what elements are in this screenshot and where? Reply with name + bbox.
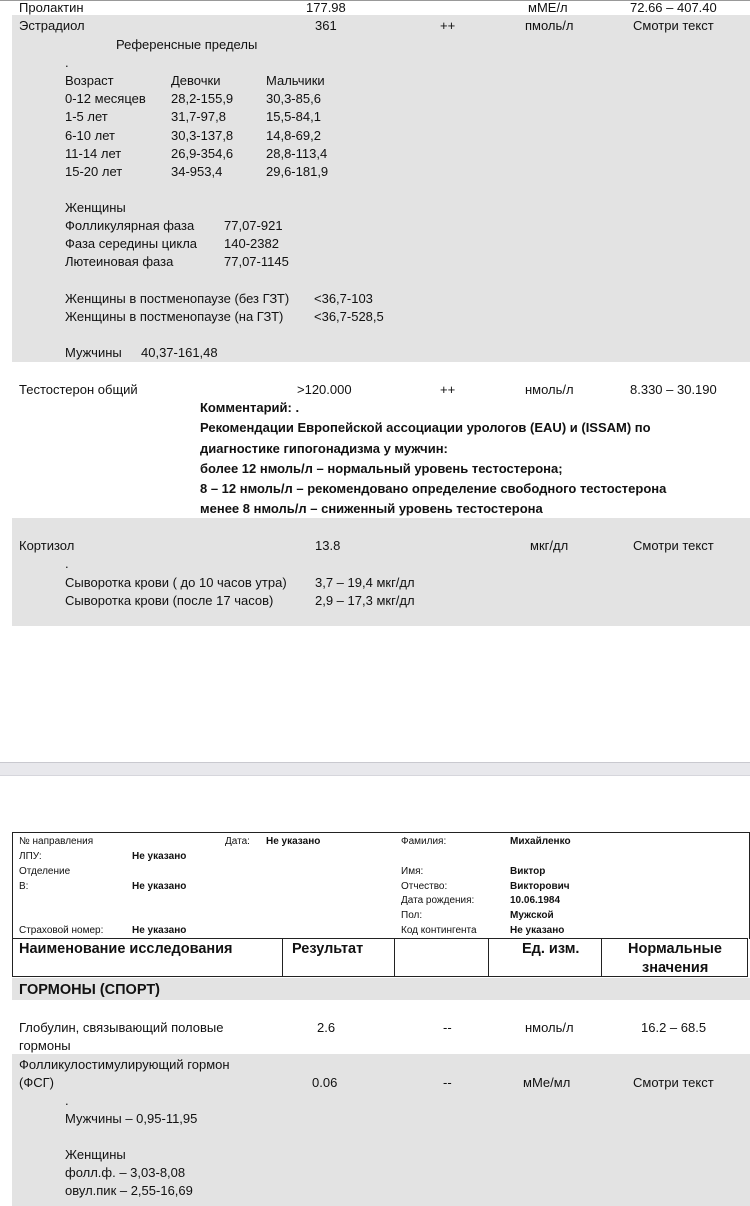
v-label: В: <box>19 881 29 892</box>
contingent-label: Код контингента <box>401 925 477 936</box>
v-value: Не указано <box>132 881 187 892</box>
cortisol-block <box>12 518 750 626</box>
age-header-boys: Мальчики <box>266 73 325 88</box>
header-study-name: Наименование исследования <box>19 941 233 957</box>
estradiol-flag: ++ <box>440 18 456 33</box>
men-label: Мужчины <box>65 345 122 360</box>
women-phase-value: 140-2382 <box>224 236 279 251</box>
sex-value: Мужской <box>510 910 554 921</box>
postmeno-name: Женщины в постменопаузе (на ГЗТ) <box>65 309 284 324</box>
fsh-norm: Смотри текст <box>633 1075 714 1090</box>
insurance-value: Не указано <box>132 925 187 936</box>
header-norm-line2: значения <box>642 960 709 976</box>
name-value: Виктор <box>510 866 546 877</box>
cortisol-ref-name: Сыворотка крови ( до 10 часов утра) <box>65 575 287 590</box>
women-phase-name: Фолликулярная фаза <box>65 218 195 233</box>
testosterone-comment-line: Комментарий: . <box>200 400 300 415</box>
cortisol-dot: . <box>65 556 69 571</box>
postmeno-value: <36,7-103 <box>314 291 373 306</box>
women-phase-name: Фаза середины цикла <box>65 236 198 251</box>
sex-label: Пол: <box>401 910 423 921</box>
date-label: Дата: <box>225 836 250 847</box>
postmeno-name: Женщины в постменопаузе (без ГЗТ) <box>65 291 290 306</box>
testosterone-norm: 8.330 – 30.190 <box>630 382 717 397</box>
women-phase-name: Лютеиновая фаза <box>65 254 174 269</box>
age-row-boys: 29,6-181,9 <box>266 164 329 179</box>
insurance-label: Страховой номер: <box>19 925 104 936</box>
age-row-boys: 15,5-84,1 <box>266 109 321 124</box>
postmeno-value: <36,7-528,5 <box>314 309 384 324</box>
cortisol-ref-name: Сыворотка крови (после 17 часов) <box>65 593 274 608</box>
cortisol-unit: мкг/дл <box>530 538 569 553</box>
women-phase-value: 77,07-1145 <box>224 254 289 269</box>
shbg-result: 2.6 <box>317 1020 336 1035</box>
women-title: Женщины <box>65 200 126 215</box>
lpu-label: ЛПУ: <box>19 851 42 862</box>
fsh-men: Мужчины – 0,95-11,95 <box>65 1111 198 1126</box>
age-row-girls: 30,3-137,8 <box>171 128 234 143</box>
fsh-women-row: фолл.ф. – 3,03-8,08 <box>65 1165 186 1180</box>
contingent-value: Не указано <box>510 925 565 936</box>
estradiol-name: Эстрадиол <box>19 18 85 33</box>
lpu-value: Не указано <box>132 851 187 862</box>
estradiol-result: 361 <box>315 18 337 33</box>
header-divider <box>601 938 602 977</box>
dob-label: Дата рождения: <box>401 895 475 906</box>
testosterone-flag: ++ <box>440 382 456 397</box>
age-header-girls: Девочки <box>171 73 221 88</box>
section-title: ГОРМОНЫ (СПОРТ) <box>19 982 161 998</box>
age-row-girls: 28,2-155,9 <box>171 91 234 106</box>
women-phase-value: 77,07-921 <box>224 218 283 233</box>
age-header-age: Возраст <box>65 73 114 88</box>
testosterone-comment-line: менее 8 нмоль/л – сниженный уровень тестостерона <box>200 501 543 516</box>
name-label: Имя: <box>401 866 424 877</box>
prolactin-unit: мМЕ/л <box>528 0 568 15</box>
header-divider <box>394 938 395 977</box>
referral-label: № направления <box>19 836 94 847</box>
age-row-age: 6-10 лет <box>65 128 115 143</box>
age-row-boys: 28,8-113,4 <box>266 146 328 161</box>
shbg-norm: 16.2 – 68.5 <box>641 1020 707 1035</box>
age-row-boys: 30,3-85,6 <box>266 91 321 106</box>
age-row-boys: 14,8-69,2 <box>266 128 321 143</box>
fsh-flag: -- <box>443 1075 452 1090</box>
age-row-girls: 31,7-97,8 <box>171 109 226 124</box>
testosterone-comment-line: более 12 нмоль/л – нормальный уровень тестостерона; <box>200 461 563 476</box>
shbg-unit: нмоль/л <box>525 1020 574 1035</box>
header-divider <box>282 938 283 977</box>
cortisol-ref-value: 3,7 – 19,4 мкг/дл <box>315 575 415 590</box>
cortisol-name: Кортизол <box>19 538 75 553</box>
testosterone-name: Тестостерон общий <box>19 382 138 397</box>
fsh-name-line1: Фолликулостимулирующий гормон <box>19 1057 230 1072</box>
date-value: Не указано <box>266 836 321 847</box>
header-unit: Ед. изм. <box>522 941 580 957</box>
cortisol-norm: Смотри текст <box>633 538 714 553</box>
header-divider <box>488 938 489 977</box>
estradiol-norm: Смотри текст <box>633 18 714 33</box>
cortisol-ref-value: 2,9 – 17,3 мкг/дл <box>315 593 415 608</box>
prolactin-norm: 72.66 – 407.40 <box>630 0 717 15</box>
age-row-age: 0-12 месяцев <box>65 91 146 106</box>
fsh-unit: мМе/мл <box>523 1075 571 1090</box>
department-label: Отделение <box>19 866 71 877</box>
shbg-flag: -- <box>443 1020 452 1035</box>
estradiol-unit: пмоль/л <box>525 18 574 33</box>
shbg-name-line1: Глобулин, связывающий половые <box>19 1020 224 1035</box>
fsh-result: 0.06 <box>312 1075 338 1090</box>
testosterone-result: >120.000 <box>297 382 352 397</box>
testosterone-comment-line: Рекомендации Европейской ассоциации урологов (EAU) и (ISSAM) по <box>200 420 651 435</box>
header-norm-line1: Нормальные <box>628 941 722 957</box>
patronymic-value: Викторович <box>510 881 570 892</box>
fsh-dot: . <box>65 1093 69 1108</box>
cortisol-result: 13.8 <box>315 538 341 553</box>
header-result: Результат <box>292 941 364 957</box>
testosterone-unit: нмоль/л <box>525 382 574 397</box>
estradiol-dot: . <box>65 55 69 70</box>
surname-value: Михайленко <box>510 836 571 847</box>
patient-info-box <box>12 832 750 939</box>
fsh-name-line2: (ФСГ) <box>19 1075 54 1090</box>
patronymic-label: Отчество: <box>401 881 448 892</box>
age-row-age: 1-5 лет <box>65 109 108 124</box>
surname-label: Фамилия: <box>401 836 447 847</box>
age-row-age: 11-14 лет <box>65 146 122 161</box>
fsh-women-title: Женщины <box>65 1147 126 1162</box>
testosterone-comment-line: диагностике гипогонадизма у мужчин: <box>200 441 448 456</box>
age-row-girls: 34-953,4 <box>171 164 223 179</box>
dob-value: 10.06.1984 <box>510 895 561 906</box>
testosterone-comment-line: 8 – 12 нмоль/л – рекомендовано определение свободного тестостерона <box>200 481 667 496</box>
age-row-age: 15-20 лет <box>65 164 123 179</box>
prolactin-name: Пролактин <box>19 0 84 15</box>
men-value: 40,37-161,48 <box>141 345 218 360</box>
age-row-girls: 26,9-354,6 <box>171 146 234 161</box>
estradiol-ref-title: Референсные пределы <box>116 37 258 52</box>
page-separator <box>0 762 750 776</box>
shbg-name-line2: гормоны <box>19 1038 71 1053</box>
fsh-women-row: овул.пик – 2,55-16,69 <box>65 1183 193 1198</box>
prolactin-result: 177.98 <box>306 0 346 15</box>
